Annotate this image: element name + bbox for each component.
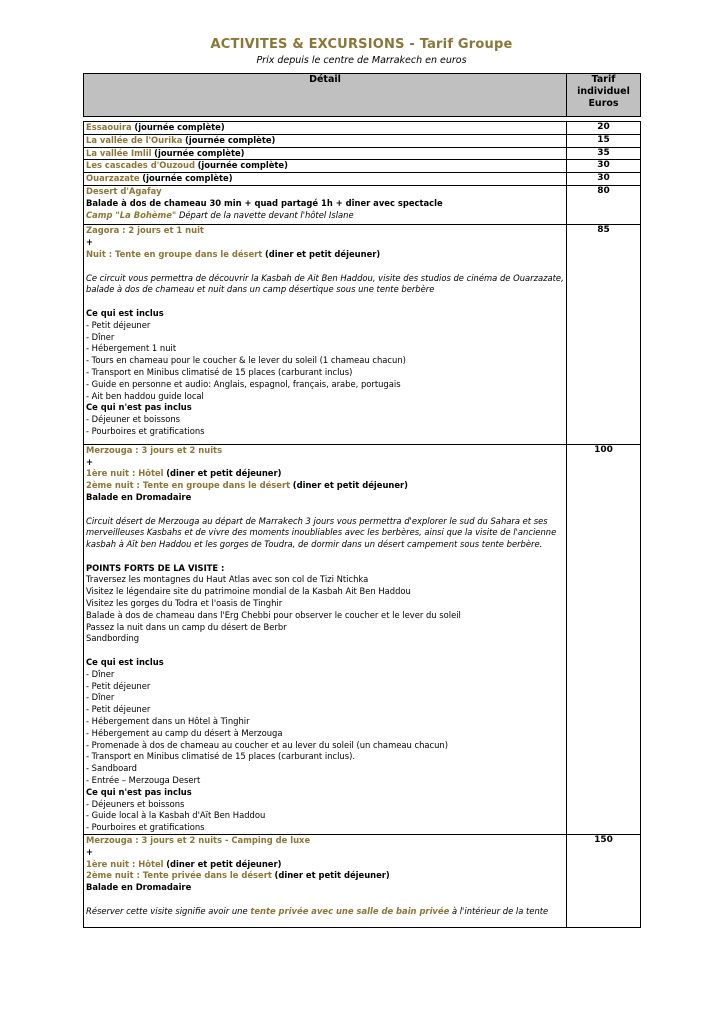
plus-sign: + [86, 237, 94, 248]
excursion-name: Merzouga : 3 jours et 2 nuits [86, 444, 223, 455]
highlight-item: Visitez le légendaire site du patrimoine mondial de la Kasbah Ait Ben Haddou [86, 586, 411, 597]
table-header-row [84, 74, 641, 117]
row-detail [84, 173, 567, 186]
table-row-merzouga [84, 444, 641, 834]
highlight-item: Visitez les gorges du Todra et l'oasis de Tinghir [86, 598, 283, 609]
night-2-label: 2ème nuit : Tente privée dans le désert [86, 870, 272, 881]
night-1-meals: (diner et petit déjeuner) [166, 468, 282, 479]
night-1-meals: (diner et petit déjeuner) [166, 858, 282, 869]
page-title: ACTIVITES & EXCURSIONS - Tarif Groupe [210, 37, 513, 52]
excluded-item: - Déjeuners et boissons [86, 798, 185, 809]
agafay-camp-name: Camp "La Bohème" [86, 209, 177, 220]
included-item: - Petit déjeuner [86, 319, 151, 330]
excursion-name: Les cascades d'Ouzoud [86, 160, 195, 171]
row-price: 80 [567, 185, 641, 224]
table-row-zagora [84, 225, 641, 444]
row-price: 150 [567, 835, 641, 928]
column-header-detail: Détail [84, 74, 567, 117]
luxe-note-end: à l'intérieur de la tente [451, 905, 549, 916]
row-detail [84, 134, 567, 147]
included-item: - Petit déjeuner [86, 680, 151, 691]
row-price: 30 [567, 160, 641, 173]
row-price: 15 [567, 134, 641, 147]
pricing-table [83, 73, 641, 928]
night-2-meals: (diner et petit déjeuner) [292, 480, 409, 491]
night-1-label: 1ère nuit : Hôtel [86, 858, 164, 869]
row-price: 100 [567, 444, 641, 834]
plus-sign: + [86, 456, 94, 467]
table-row-agafay [84, 185, 641, 224]
luxe-note [86, 906, 564, 918]
included-item: - Ait ben haddou guide local [86, 390, 204, 401]
table-row-merzouga-luxe [84, 835, 641, 928]
excluded-title: Ce qui n'est pas inclus [86, 786, 192, 797]
table-row-imlil [84, 147, 641, 160]
excursion-duration: (journée complète) [185, 134, 276, 145]
excluded-item: - Guide local à la Kasbah d'Aït Ben Haddou [86, 810, 266, 821]
row-price: 20 [567, 122, 641, 135]
included-item: - Guide en personne et audio: Anglais, espagnol, français, arabe, portugais [86, 378, 401, 389]
included-item: - Transport en Minibus climatisé de 15 places (carburant inclus). [86, 751, 356, 762]
agafay-activities: Balade à dos de chameau 30 min + quad partagé 1h + dîner avec spectacle [86, 197, 443, 208]
included-title: Ce qui est inclus [86, 657, 164, 668]
page-subtitle: Prix depuis le centre de Marrakech en euros [256, 55, 467, 66]
table-row-ourika [84, 134, 641, 147]
ride-label: Balade en Dromadaire [86, 882, 192, 893]
excursion-name: Zagora : 2 jours et 1 nuit [86, 225, 204, 236]
included-item: - Hébergement au camp du désert à Merzouga [86, 727, 283, 738]
night-1-label: 1ère nuit : Hôtel [86, 468, 164, 479]
excluded-item: - Déjeuner et boissons [86, 414, 181, 425]
excursion-description: Circuit désert de Merzouga au départ de Marrakech 3 jours vous permettra d'explorer le sud du Sahara et ses merveilleuses Kasbahs et de vivre des moments inoubliables avec les berbères, ainsi que la visite de l'ancienne kasbah à Aït ben Haddou et les gorges de Toudra, de dormir dans un désert campement sous tente berbère. [86, 515, 557, 550]
night-2-meals: (diner et petit déjeuner) [274, 870, 390, 881]
excluded-title: Ce qui n'est pas inclus [86, 402, 192, 413]
table-row-ouzoud [84, 160, 641, 173]
night-2-label: 2ème nuit : Tente en groupe dans le désert [86, 480, 291, 491]
ride-label: Balade en Dromadaire [86, 491, 192, 502]
luxe-note-start: Réserver cette visite signifie avoir une [86, 905, 248, 916]
excursion-name: La vallée de l'Ourika [86, 134, 183, 145]
row-detail [84, 835, 567, 928]
tarif-header-line-3: Euros [588, 98, 619, 109]
row-price: 85 [567, 225, 641, 444]
excursion-name: Merzouga : 3 jours et 2 nuits - Camping de luxe [86, 835, 311, 846]
highlight-item: Passez la nuit dans un camp du désert de Berbr [86, 621, 287, 632]
row-detail [84, 160, 567, 173]
plus-sign: + [86, 846, 94, 857]
included-item: - Dîner [86, 692, 115, 703]
highlights-title: POINTS FORTS DE LA VISITE : [86, 562, 225, 573]
highlight-item: Sandbording [86, 633, 140, 644]
excursion-duration: (journée complète) [134, 122, 225, 132]
agafay-camp-note: Départ de la navette devant l'hôtel Islane [178, 209, 354, 220]
included-item: - Sandboard [86, 763, 137, 774]
tarif-header-line-1: Tarif [591, 74, 616, 85]
highlight-item: Traversez les montagnes du Haut Atlas avec son col de Tizi Ntichka [86, 574, 369, 585]
excursion-name: Essaouira [86, 122, 132, 132]
row-price: 30 [567, 173, 641, 186]
included-title: Ce qui est inclus [86, 307, 164, 318]
row-detail [84, 147, 567, 160]
excluded-item: - Pourboires et gratifications [86, 822, 205, 833]
excursion-duration: (journée complète) [142, 173, 233, 184]
excursion-name: Desert d'Agafay [86, 185, 162, 196]
table-row-ouarzazate [84, 173, 641, 186]
included-item: - Petit déjeuner [86, 704, 151, 715]
excursion-description: Ce circuit vous permettra de découvrir la Kasbah de Ait Ben Haddou, visite des studios de cinéma de Ouarzazate, balade à dos de chameau et nuit dans un camp désertique sous une tente berbère [86, 272, 564, 295]
row-detail [84, 444, 567, 834]
row-detail [84, 225, 567, 444]
included-item: - Dîner [86, 668, 115, 679]
included-item: - Hébergement dans un Hôtel à Tinghir [86, 716, 250, 727]
table-row-essaouira [84, 122, 641, 135]
column-header-tarif [567, 74, 641, 117]
tarif-header-line-2: individuel [577, 86, 630, 97]
included-item: - Dîner [86, 331, 115, 342]
excursion-duration: (journée complète) [154, 147, 245, 158]
excursion-duration: (journée complète) [197, 160, 288, 171]
included-item: - Hébergement 1 nuit [86, 343, 177, 354]
included-item: - Entrée – Merzouga Desert [86, 775, 201, 786]
row-detail [84, 185, 567, 224]
night-meals: (diner et petit déjeuner) [264, 248, 381, 259]
included-item: - Tours en chameau pour le coucher & le lever du soleil (1 chameau chacun) [86, 355, 406, 366]
luxe-note-highlight: tente privée avec une salle de bain privée [250, 905, 450, 916]
included-item: - Promenade à dos de chameau au coucher et au lever du soleil (un chameau chacun) [86, 739, 449, 750]
included-item: - Transport en Minibus climatisé de 15 places (carburant inclus) [86, 366, 353, 377]
highlight-item: Balade à dos de chameau dans l'Erg Chebbi pour observer le coucher et le lever du soleil [86, 609, 461, 620]
excluded-item: - Pourboires et gratifications [86, 425, 205, 436]
row-price: 35 [567, 147, 641, 160]
excursion-name: Ouarzazate [86, 173, 140, 184]
night-label: Nuit : Tente en groupe dans le désert [86, 248, 263, 259]
row-detail [84, 122, 567, 135]
excursion-name: La vallée Imlil [86, 147, 152, 158]
